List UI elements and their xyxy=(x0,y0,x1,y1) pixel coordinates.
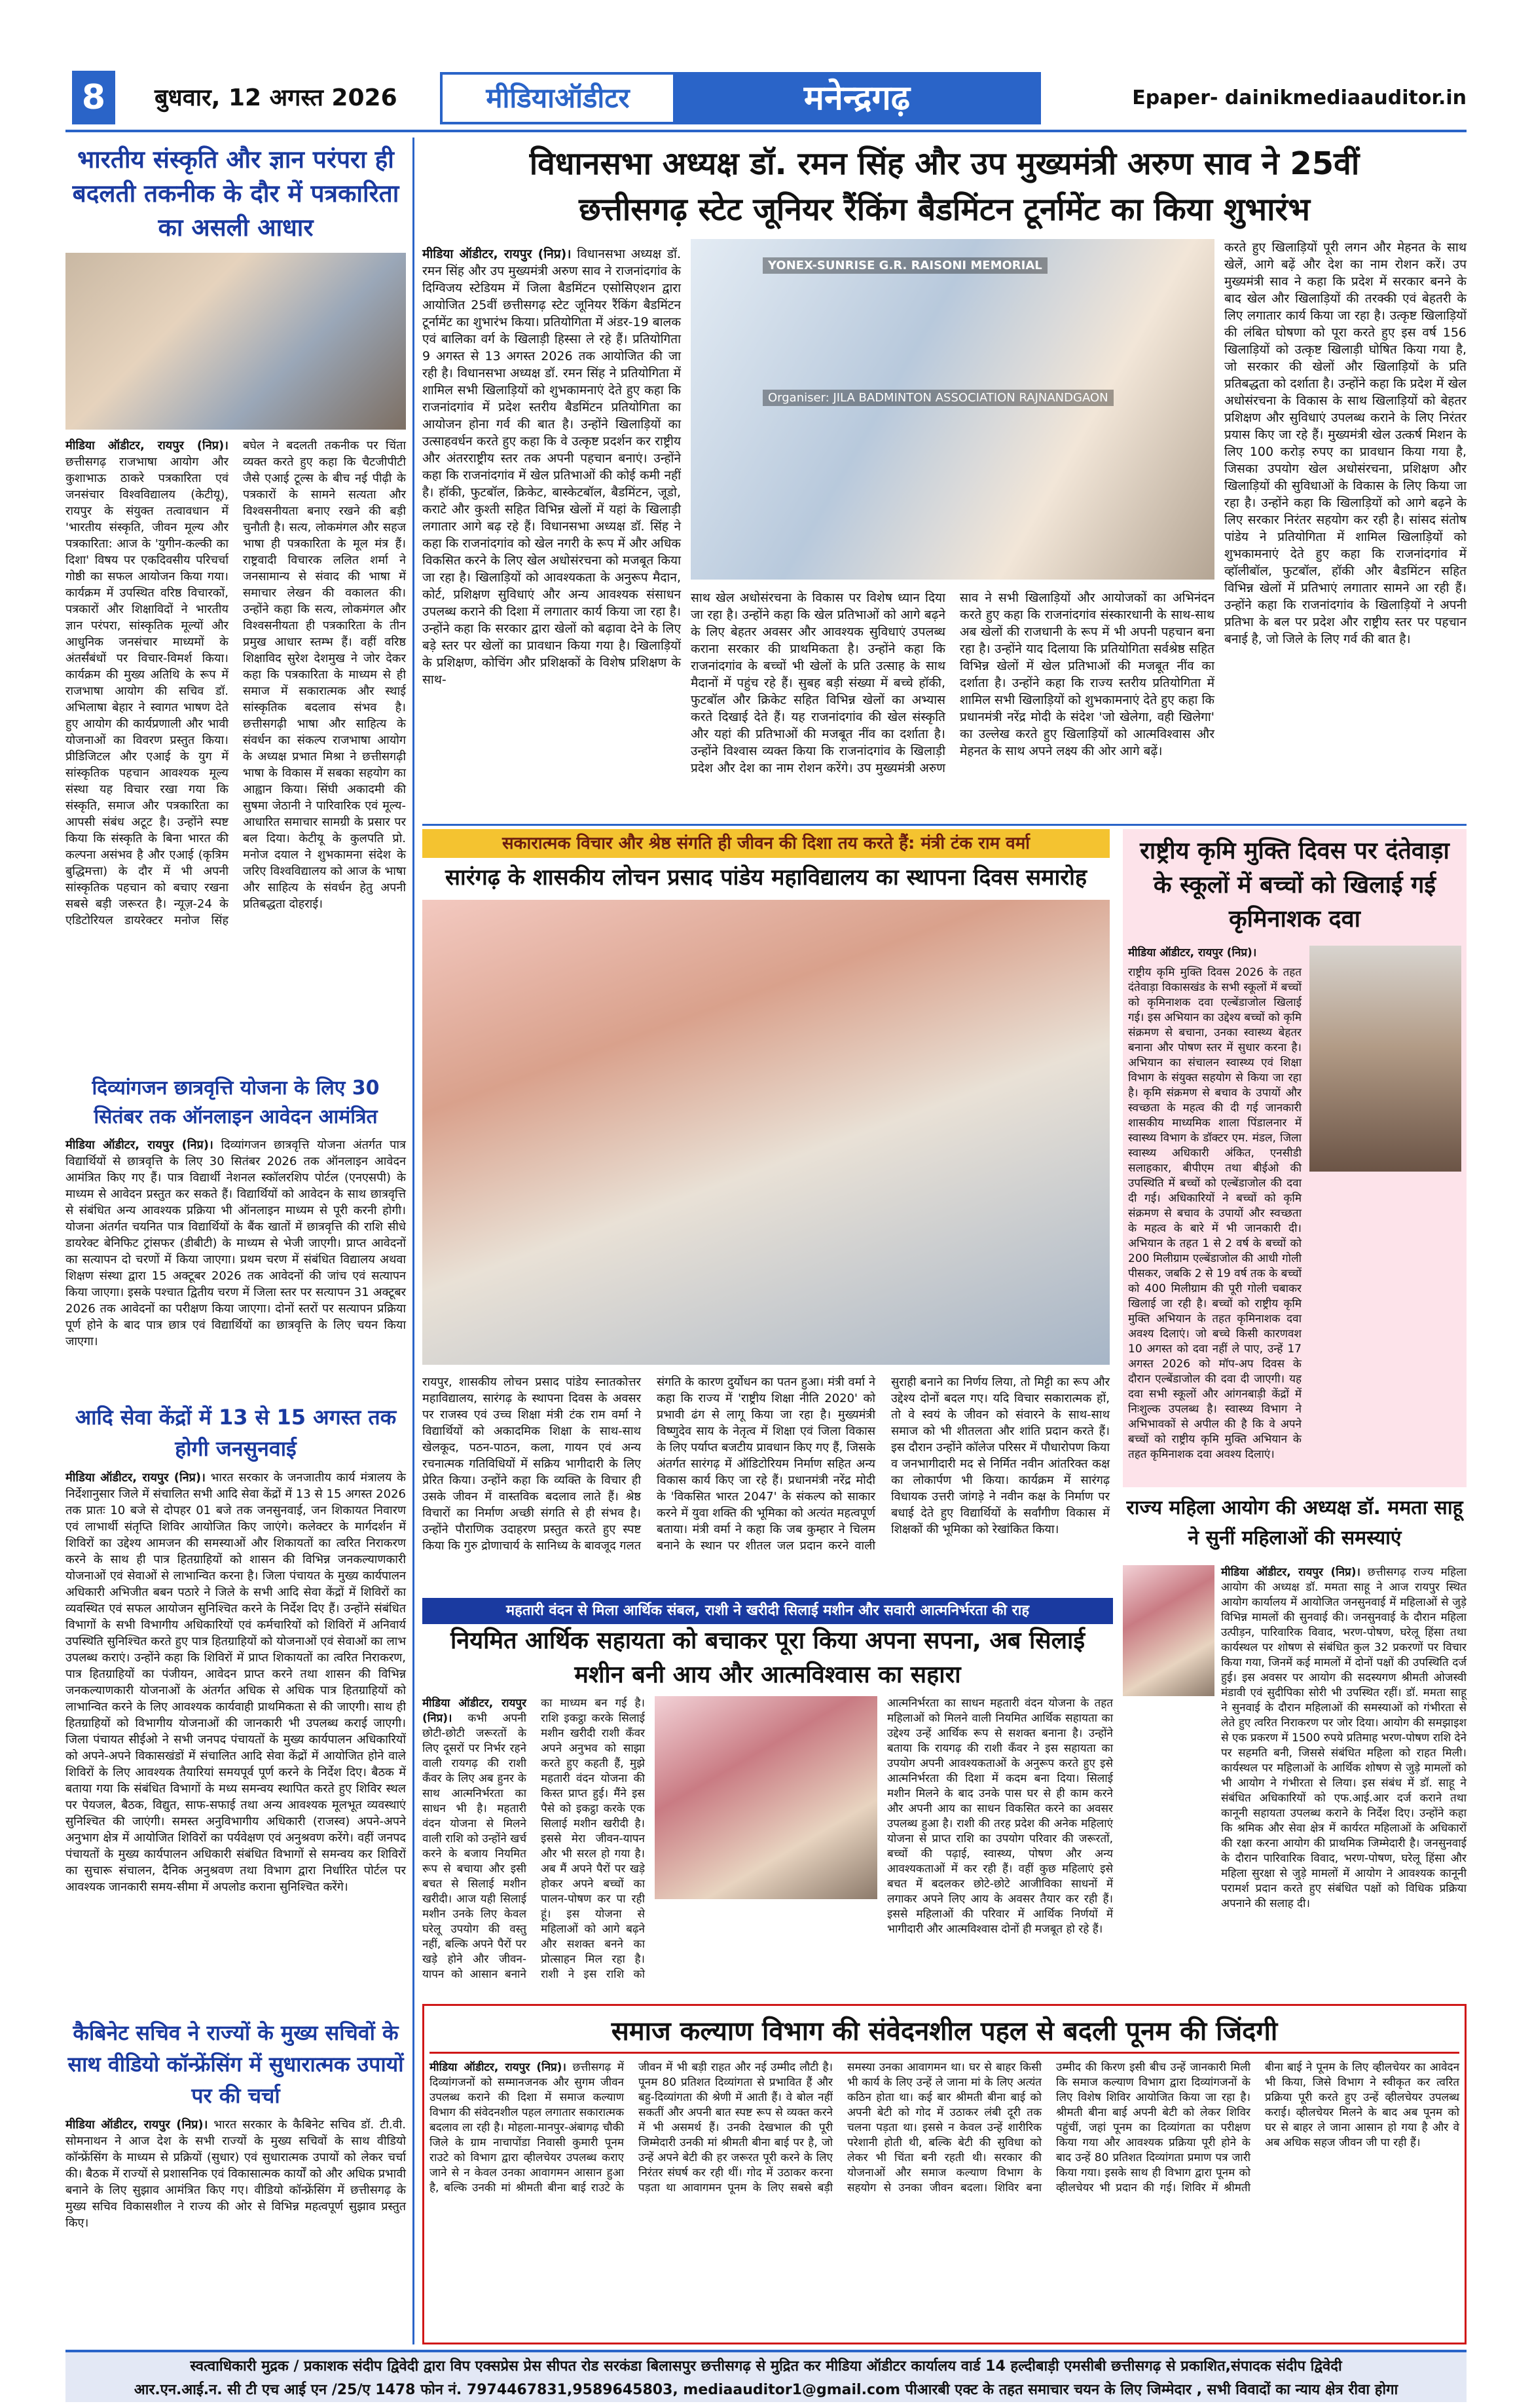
article-body: मीडिया ऑडीटर, रायपुर (निप्र)। छत्तीसगढ़ राज्य महिला आयोग की अध्यक्ष डॉ. ममता साहू ने आज रायपुर स्थित आयोग कार्यालय में आयोजित जनसुनवाई में महिलाओं से जुड़े विभिन्न मामलों की सुनवाई की। जनसुनवाई के दौरान महिला उत्पीड़न, पारिवारिक विवाद, भरण-पोषण, घरेलू हिंसा तथा कार्यस्थल पर शोषण से संबंधित कुल 32 प्रकरणों पर विचार किया गया, जिनमें कई मामलों में दोनों पक्षों की उपस्थिति दर्ज हुई। इस अवसर पर आयोग की सदस्यगण श्रीमती ओजस्वी मंडावी एवं सुदीपिका सोरी भी उपस्थित रहीं। डॉ. ममता साहू ने सुनवाई के दौरान महिलाओं की समस्याओं को गंभीरता से लेते हुए त्वरित निराकरण पर जोर दिया। आयोग की समझाइश से एक प्रकरण में 1500 रुपये प्रतिमाह भरण-पोषण राशि देने पर सहमति बनी, जिससे संबंधित महिला को राहत मिली। कार्यस्थल पर महिलाओं के आर्थिक शोषण से जुड़े मामलों को भी आयोग ने गंभीरता से लिया। इस संबंध में डॉ. साहू ने संबंधित अधिकारियों को एफ.आई.आर दर्ज कराने तथा कानूनी सहायता उपलब्ध कराने के निर्देश दिए। उन्होंने कहा कि श्रमिक और सेवा क्षेत्र में कार्यरत महिलाओं के अधिकारों की रक्षा करना आयोग की प्राथमिक जिम्मेदारी है। जनसुनवाई के दौरान पारिवारिक विवाद, भरण-पोषण, घरेलू हिंसा और महिला सुरक्षा से जुड़े मामलों में आयोग ने आवश्यक कानूनी परामर्श प्रदान करते हुए संबंधित पक्षों को विधिक प्रक्रिया अपनाने की सलाह दी। xyxy=(1221,1566,1467,1910)
article-badminton xyxy=(422,141,1467,822)
article-poonam xyxy=(422,2004,1467,2344)
article-headline: सारंगढ़ के शासकीय लोचन प्रसाद पांडेय महाविद्यालय का स्थापना दिवस समारोह xyxy=(445,864,1087,891)
article-body-intro: मीडिया ऑडीटर, रायपुर (निप्र)। xyxy=(1128,946,1257,959)
ribbon-cutting-photo xyxy=(422,900,1110,1365)
article-deworming xyxy=(1123,829,1467,1487)
article-college xyxy=(422,829,1110,1595)
article-headline: कैबिनेट सचिव ने राज्यों के मुख्य सचिवों के साथ वीडियो कॉन्फ्रेंसिंग में सुधारात्मक उपायों पर की चर्चा xyxy=(67,2020,404,2108)
article-body: रायपुर, शासकीय लोचन प्रसाद पांडेय स्नातकोत्तर महाविद्यालय, सारंगढ़ के स्थापना दिवस के अवसर पर राजस्व एवं उच्च शिक्षा मंत्री टंक राम वर्मा ने विद्यार्थियों को अकादमिक शिक्षा के साथ-साथ खेलकूद, पठन-पाठन, कला, गायन एवं अन्य रचनात्मक गतिविधियों में सक्रिय भागीदारी के लिए प्रेरित किया। उन्होंने कहा कि व्यक्ति के विचार ही उसके जीवन में वास्तविक बदलाव लाते हैं। श्रेष्ठ विचारों का निर्माण अच्छी संगति से ही संभव है। उन्होंने पौराणिक उदाहरण प्रस्तुत करते हुए स्पष्ट किया कि गुरु द्रोणाचार्य के सानिध्य के बावजूद गलत संगति के कारण दुर्योधन का पतन हुआ। मंत्री वर्मा ने कहा कि राज्य में 'राष्ट्रीय शिक्षा नीति 2020' को प्रभावी ढंग से लागू किया जा रहा है। मुख्यमंत्री विष्णुदेव साय के नेतृत्व में शिक्षा एवं जिला विकास के लिए पर्याप्त बजटीय प्रावधान किए गए हैं, जिसके अंतर्गत सारंगढ़ में ऑडिटोरियम निर्माण सहित अन्य विकास कार्य किए जा रहे हैं। प्रधानमंत्री नरेंद्र मोदी के 'विकसित भारत 2047' के संकल्प को साकार करने में युवा शक्ति की भूमिका को अत्यंत महत्वपूर्ण बताया। मंत्री वर्मा ने कहा कि जब कुम्हार ने चिलम बनाने के स्थान पर शीतल जल प्रदान करने वाली सुराही बनाने का निर्णय लिया, तो मिट्टी का रूप और उद्देश्य दोनों बदल गए। यदि विचार सकारात्मक हों, तो वे स्वयं के जीवन को संवारने के साथ-साथ समाज को भी शीतलता और शांति प्रदान करते हैं। इस दौरान उन्होंने कॉलेज परिसर में पौधारोपण किया व जनभागीदारी मद से निर्मित नवीन आंतरिक्त कक्ष का लोकार्पण भी किया। कार्यक्रम में सारंगढ़ विधायक उत्तरी जांगड़े ने नवीन कक्ष के निर्माण पर बधाई देते हुए विद्यार्थियों के सर्वांगीण विकास में शिक्षकों की भूमिका को रेखांकित किया। xyxy=(422,1375,1110,1553)
article-body: मीडिया ऑडीटर, रायपुर (निप्र)। भारत सरकार के कैबिनेट सचिव डॉ. टी.वी. सोमनाथन ने आज देश के सभी राज्यों के मुख्य सचिवों के साथ वीडियो कॉन्फ्रेंसिंग के माध्यम से प्रक्रियों (सुधार) एवं सुधारात्मक उपायों को लेकर चर्चा की। बैठक में राज्यों से प्रशासनिक एवं विकासात्मक कार्यों को और अधिक प्रभावी बनाने के लिए सुझाव आमंत्रित किए गए। वीडियो कॉन्फ्रेंसिंग में छत्तीसगढ़ के मुख्य सचिव विकासशील ने राज्य की ओर से विभिन्न महत्वपूर्ण सुझाव प्रस्तुत किए। xyxy=(65,2118,406,2230)
article-headline: आदि सेवा केंद्रों में 13 से 15 अगस्त तक होगी जनसुनवाई xyxy=(75,1405,397,1461)
article-sewing-machine xyxy=(422,1598,1113,1997)
article-headline: नियमित आर्थिक सहायता को बचाकर पूरा किया अपना सपना, अब सिलाई मशीन बनी आय और आत्मविश्वास का सहारा xyxy=(450,1627,1085,1688)
article-headline: राष्ट्रीय कृमि मुक्ति दिवस पर दंतेवाड़ा के स्कूलों में बच्चों को खिलाई गई कृमिनाशक दवा xyxy=(1140,838,1450,933)
photo-banner: YONEX-SUNRISE G.R. RAISONI MEMORIAL xyxy=(763,257,1048,274)
header-rule xyxy=(65,130,1467,132)
page-number: 8 xyxy=(72,71,115,124)
epaper-link[interactable]: Epaper- dainikmediaauditor.in xyxy=(1132,86,1467,109)
article-body-mid: साथ खेल अधोसंरचना के विकास पर विशेष ध्यान दिया जा रहा है। उन्होंने कहा कि खेल प्रतिभाओं को आगे बढ़ने के लिए बेहतर अवसर और आवश्यक सुविधाएं उपलब्ध कराना सरकार की प्राथमिकता है। उन्होंने कहा कि राजनांदगांव के बच्चों भी खेलों के प्रति उत्साह के साथ मैदानों में पहुंच रहे हैं। सुबह बड़ी संख्या में बच्चे हॉकी, फुटबॉल और क्रिकेट सहित विभिन्न खेलों का अभ्यास करते दिखाई देते हैं। यह राजनांदगांव की खेल संस्कृति और यहां की प्रतिभाओं की मजबूत नींव का दर्शाता है। उन्होंने विश्वास व्यक्त किया कि राजनांदगांव के खिलाड़ी प्रदेश और देश का नाम रोशन करेंगे। उप मुख्यमंत्री अरुण साव ने सभी खिलाड़ियों और आयोजकों का अभिनंदन करते हुए कहा कि राजनांदगांव संस्कारधानी के साथ-साथ अब खेलों की राजधानी के रूप में भी अपनी पहचान बना रहा है। उन्होंने याद दिलाया कि प्रतियोगिता सर्वश्रेष्ठ सहित विभिन्न खेलों में खेल प्रतिभाओं की मजबूत नींव का दर्शाता है। उन्होंने कहा कि राज्य स्तरीय प्रतियोगिता में शामिल सभी खिलाड़ियों को शुभकामनाएं देते हुए कहा कि प्रधानमंत्री नरेंद्र मोदी के संदेश 'जो खेलेगा, वही खिलेगा' का उल्लेख करते हुए खिलाड़ियों को आत्मविश्वास और मेहनत के साथ अपने लक्ष्य की ओर आगे बढ़ें। xyxy=(691,591,1215,775)
article-headline: भारतीय संस्कृति और ज्ञान परंपरा ही बदलती तकनीक के दौर में पत्रकारिता का असली आधार xyxy=(72,145,399,242)
article-hearing xyxy=(65,1401,406,2010)
article-headline: राज्य महिला आयोग की अध्यक्ष डॉ. ममता साहू ने सुनीं महिलाओं की समस्याएं xyxy=(1126,1496,1463,1549)
section-rule xyxy=(422,824,1467,826)
issue-date: बुधवार, 12 अगस्त 2026 xyxy=(155,84,397,111)
article-body: मीडिया ऑडीटर, रायपुर (निप्र)। दिव्यांगजन छात्रवृत्ति योजना अंतर्गत पात्र विद्यार्थियों से छात्रवृत्ति के लिए 30 सितंबर 2026 तक ऑनलाइन आवेदन आमंत्रित किए गए हैं। पात्र विद्यार्थी नेशनल स्कॉलरशिप पोर्टल (एनएसपी) के माध्यम से आवेदन प्रस्तुत कर सकते हैं। विद्यार्थियों को आवेदन के साथ छात्रवृत्ति से संबंधित अन्य आवश्यक प्रक्रिया भी ऑनलाइन माध्यम से पूरी करनी होगी। योजना अंतर्गत चयनित पात्र विद्यार्थियों के बैंक खातों में छात्रवृत्ति की राशि सीधे डायरेक्ट बेनिफिट ट्रांसफर (डीबीटी) के माध्यम से भेजी जाएगी। प्राप्त आवेदनों का सत्यापन दो चरणों में किया जाएगा। प्रथम चरण में संबंधित विद्यालय अथवा शिक्षण संस्था द्वारा 15 अक्टूबर 2026 तक आवेदनों की जांच एवं सत्यापन किया जाएगा। इसके पश्चात द्वितीय चरण में जिला स्तर पर सत्यापन 31 अक्टूबर 2026 तक आवेदनों का परीक्षण किया जाएगा। दोनों स्तरों पर सत्यापन प्रक्रिया पूर्ण होने के बाद पात्र छात्र एवं विद्यार्थियों का छात्रवृत्ति के लिए चयन किया जाएगा। xyxy=(65,1138,406,1348)
beneficiary-photo xyxy=(655,1696,877,1899)
article-cabinet xyxy=(65,2017,406,2338)
article-headline-line2: छत्तीसगढ़ स्टेट जूनियर रैंकिंग बैडमिंटन टूर्नामेंट का किया शुभारंभ xyxy=(579,191,1310,228)
article-headline: विधानसभा अध्यक्ष डॉ. रमन सिंह और उप मुख्यमंत्री अरुण साव ने 25वीं xyxy=(529,145,1360,182)
article-body: मीडिया ऑडीटर, रायपुर (निप्र)। भारत सरकार के जनजातीय कार्य मंत्रालय के निर्देशानुसार जिले में संचालित सभी आदि सेवा केंद्रों में 13 से 15 अगस्त 2026 तक प्रातः 10 बजे से दोपहर 01 बजे तक जनसुनवाई, जन शिकायत निवारण एवं लाभार्थी संतृप्ति शिविर आयोजित किए जाएंगे। कलेक्टर के मार्गदर्शन में शिविरों का उद्देश्य आमजन की समस्याओं और शिकायतों का त्वरित निराकरण करने के साथ ही पात्र हितग्राहियों को शासन की विभिन्न जनकल्याणकारी योजनाओं एवं सेवाओं से लाभान्वित करना है। जिला पंचायत के मुख्य कार्यपालन अधिकारी अभिजीत बबन पठारे ने जिले के सभी आदि सेवा केंद्रों में शिविरों का व्यवस्थित एवं सफल आयोजन सुनिश्चित करने के निर्देश दिए हैं। उन्होंने संबंधित विभागों के सभी विभागीय अधिकारियों एवं कर्मचारियों को शिविरों में अनिवार्य उपस्थिति सुनिश्चित करते हुए पात्र हितग्राहियों को योजनाओं एवं सेवाओं का लाभ उपलब्ध कराएं। उन्होंने कहा कि शिविरों में प्राप्त शिकायतों का त्वरित निराकरण, पात्र हितग्राहियों का पंजीयन, आवेदन प्राप्त करने तथा शासन की विभिन्न जनकल्याणकारी योजनाओं के अंतर्गत अधिक से अधिक पात्र हितग्राहियों को लाभान्वित करने के लिए आवश्यक कार्यवाही प्राथमिकता से की जाएगी। साथ ही हितग्राहियों को विभागीय योजनाओं की जानकारी भी उपलब्ध कराई जाएगी। जिला पंचायत सीईओ ने सभी जनपद पंचायतों के मुख्य कार्यपालन अधिकारियों को अपने-अपने विकासखंडों में संचालित आदि सेवा केंद्रों में आयोजित होने वाले शिविरों के लिए आवश्यक तैयारियां समयपूर्व पूर्ण करने के निर्देश दिए। बैठक में बताया गया कि संबंधित विभागों के मध्य समन्वय स्थापित करते हुए शिविर स्थल पर पेयजल, बैठक, विद्युत, साफ-सफाई तथा अन्य आवश्यक मूलभूत व्यवस्थाएं सुनिश्चित की जाएंगी। समस्त अनुविभागीय अधिकारी (राजस्व) अपने-अपने अनुभाग क्षेत्र में आयोजित शिविरों का पर्यवेक्षण एवं अनुश्रवण करेंगे। वहीं जनपद पंचायतों के मुख्य कार्यपालन अधिकारी संबंधित विभागों से समन्वय कर शिविरों का सुचारू संचालन, दैनिक अनुश्रवण तथा विभाग द्वारा निर्धारित पोर्टल पर आवश्यक जानकारी समय-सीमा में अपलोड कराना सुनिश्चित करेंगे। xyxy=(65,1471,406,1894)
imprint-line-2: आर.एन.आई.न. सी टी एच आई एन /25/ए 1478 फोन नं. 7974467831,9589645803, mediaauditor1@gmail.com पीआरबी एक्ट के तहत समाचार चयन के लिए जिम्मेदार , सभी विवादों का न्याय क्षेत्र रीवा होगा xyxy=(134,2382,1398,2398)
article-scholarship xyxy=(65,1074,406,1395)
article-strap: महतारी वंदन से मिला आर्थिक संबल, राशी ने खरीदी सिलाई मशीन और सवारी आत्मनिर्भरता की राह xyxy=(422,1598,1113,1624)
students-photo xyxy=(1309,946,1461,1172)
article-body-right: आत्मनिर्भरता का साधन महतारी वंदन योजना के तहत महिलाओं को मिलने वाली नियमित आर्थिक सहायता का उद्देश्य उन्हें आर्थिक रूप से सशक्त बनाना है। उन्होंने बताया कि रायगढ़ की राशी कँवर ने इस सहायता का उपयोग अपनी आवश्यकताओं के अनुरूप करते हुए इसे आत्मनिर्भरता की दिशा में कदम बना दिया। सिलाई मशीन मिलने के बाद उनके पास घर से ही काम करने और अपनी आय का साधन विकसित करने का अवसर उपलब्ध हुआ है। राशी की तरह प्रदेश की अनेक महिलाएं योजना से प्राप्त राशि का उपयोग परिवार की जरूरतों, बच्चों की पढ़ाई, स्वास्थ्य, पोषण और अन्य आवश्यकताओं में कर रही हैं। वहीं कुछ महिलाएं इसे बचत में बदलकर छोटे-छोटे आजीविका साधनों में लगाकर अपने लिए आय के अवसर तैयार कर रही हैं। इससे महिलाओं की परिवार में आर्थिक निर्णयों में भागीदारी और आत्मविश्वास दोनों ही मजबूत हो रहे हैं। xyxy=(887,1697,1113,1936)
article-body: मीडिया ऑडीटर, रायपुर (निप्र)। छत्तीसगढ़ में दिव्यांगजनों को सम्मानजनक और सुगम जीवन उपलब्ध कराने की दिशा में समाज कल्याण विभाग की संवेदनशील पहल लगातार सकारात्मक बदलाव ला रही है। मोहला-मानपुर-अंबागढ़ चौकी जिले के ग्राम नाचापोंडा निवासी कुमारी पूनम राउटे को विभाग द्वारा व्हीलचेयर उपलब्ध कराए जाने से न केवल उनका आवागमन आसान हुआ है, बल्कि उनकी मां श्रीमती बीना बाई राउटे के जीवन में भी बड़ी राहत और नई उम्मीद लौटी है। पूनम 80 प्रतिशत दिव्यांगता से प्रभावित हैं और बहु-दिव्यांगता की श्रेणी में आती हैं। वे बोल नहीं सकतीं और अपनी बात स्पष्ट रूप से व्यक्त करने में भी असमर्थ हैं। उनकी देखभाल की पूरी जिम्मेदारी उनकी मां श्रीमती बीना बाई पर है, जो उन्हें अपने बेटी की हर जरूरत पूरी करने के लिए निरंतर संघर्ष कर रही थीं। गोद में उठाकर करना पड़ता था आवागमन पूनम के लिए सबसे बड़ी समस्या उनका आवागमन था। घर से बाहर किसी भी कार्य के लिए उन्हें ले जाना मां के लिए अत्यंत कठिन होता था। कई बार श्रीमती बीना बाई को अपनी बेटी को गोद में उठाकर लंबी दूरी तक चलना पड़ता था। इससे न केवल उन्हें शारीरिक परेशानी होती थी, बल्कि बेटी की सुविधा को लेकर भी चिंता बनी रहती थी। सरकार की योजनाओं और समाज कल्याण विभाग के सहयोग से उनका जीवन बदला। शिविर बना उम्मीद की किरण इसी बीच उन्हें जानकारी मिली कि समाज कल्याण विभाग द्वारा दिव्यांगजनों के लिए विशेष शिविर आयोजित किया जा रहा है। श्रीमती बीना बाई अपनी बेटी को लेकर शिविर पहुंचीं, जहां पूनम का दिव्यांगता का परीक्षण किया गया और आवश्यक प्रक्रिया पूरी होने के बाद उन्हें 80 प्रतिशत दिव्यांगता प्रमाण पत्र जारी किया गया। इसके साथ ही विभाग द्वारा पूनम को व्हीलचेयर भी प्रदान की गई। शिविर में श्रीमती बीना बाई ने पूनम के लिए व्हीलचेयर का आवेदन भी किया, जिसे विभाग ने स्वीकृत कर त्वरित प्रक्रिया पूरी करते हुए उन्हें व्हीलचेयर उपलब्ध कराई। व्हीलचेयर मिलने के बाद अब पूनम को घर से बाहर ले जाना आसान हो गया है और वे अब अधिक सहज जीवन जी पा रही हैं। xyxy=(429,2061,1459,2195)
imprint-footer xyxy=(65,2350,1467,2402)
tournament-photo xyxy=(691,239,1214,580)
chairperson-photo xyxy=(1123,1565,1214,1696)
article-body: राष्ट्रीय कृमि मुक्ति दिवस 2026 के तहत दंतेवाड़ा विकासखंड के सभी स्कूलों में बच्चों को कृमिनाशक दवा एल्बेंडाजोल खिलाई गई। इस अभियान का उद्देश्य बच्चों को कृमि संक्रमण से बचाना, उनका स्वास्थ्य बेहतर बनाना और पोषण स्तर में सुधार करना है। अभियान का संचालन स्वास्थ्य एवं शिक्षा विभाग के संयुक्त सहयोग से किया जा रहा है। कृमि संक्रमण से बचाव के उपायों और स्वच्छता के महत्व की दी गई जानकारी शासकीय माध्यमिक शाला पिंडालनार में स्वास्थ्य विभाग के डॉक्टर एम. मंडल, जिला स्वास्थ्य अधिकारी अंकित, एनसीडी सलाहकार, बीपीएम तथा बीईओ की उपस्थिति में बच्चों को एल्बेंडाजोल की दवा दी गई। अधिकारियों ने बच्चों को कृमि संक्रमण से बचाव के उपायों और स्वच्छता के महत्व के बारे में भी जानकारी दी। अभियान के तहत 1 से 2 वर्ष के बच्चों को 200 मिलीग्राम एल्बेंडाजोल की आधी गोली पीसकर, जबकि 2 से 19 वर्ष तक के बच्चों को 400 मिलीग्राम की पूरी गोली चबाकर खिलाई जा रही है। बच्चों को राष्ट्रीय कृमि मुक्ति अभियान के तहत कृमिनाशक दवा अवश्य दिलाएं। जो बच्चे किसी कारणवश 10 अगस्त को दवा नहीं ले पाए, उन्हें 17 अगस्त 2026 को मॉप-अप दिवस के दौरान एल्बेंडाजोल की दवा दी जाएगी। यह दवा सभी स्कूलों और आंगनबाड़ी केंद्रों में निःशुल्क उपलब्ध है। स्वास्थ्य विभाग ने अभिभावकों से अपील की है कि वे अपने बच्चों को राष्ट्रीय कृमि मुक्ति अभियान के तहत कृमिनाशक दवा अवश्य दिलाएं। xyxy=(1128,966,1302,1461)
article-women-commission xyxy=(1123,1493,1467,1991)
newspaper-brand: मीडियाऑडीटर xyxy=(440,72,673,124)
article-journalism xyxy=(65,143,406,1071)
article-body-right: करते हुए खिलाड़ियों पूरी लगन और मेहनत के साथ खेलें, आगे बढ़ें और देश का नाम रोशन करें। उप मुख्यमंत्री साव ने कहा कि प्रदेश में सरकार बनने के बाद खेल और खिलाड़ियों की तरक्की एवं बेहतरी के लिए लगातार कार्य किया जा रहा है। उत्कृष्ट खिलाड़ियों की लंबित घोषणा को पूरा करते हुए इस वर्ष 156 खिलाड़ियों को उत्कृष्ट खिलाड़ी घोषित किया गया है, जो सरकार की खेलों और खिलाड़ियों के प्रति प्रतिबद्धता को दर्शाता है। उन्होंने कहा कि प्रदेश में खेल अधोसंरचना के विकास के साथ खिलाड़ियों को बेहतर प्रशिक्षण और सुविधाएं उपलब्ध कराने के लिए निरंतर प्रयास किए जा रहे हैं। मुख्यमंत्री खेल उत्कर्ष मिशन के लिए 100 करोड़ रुपए का प्रावधान किया गया है, जिसका उपयोग खेल अधोसंरचना, प्रशिक्षण और खिलाड़ियों की सुविधाओं के विकास के लिए किया जा रहा है। उन्होंने कहा कि खिलाड़ियों को आगे बढ़ने के लिए सरकार निरंतर सहयोग कर रही है। सांसद संतोष पांडेय ने प्रतियोगिता में शामिल खिलाड़ियों को शुभकामनाएं देते हुए कहा कि राजनांदगांव में व्हॉलीबॉल, फुटबॉल, हॉकी और बैडमिंटन सहित विभिन्न खेलों में प्रतिभाएं लगातार सामने आ रही हैं। उन्होंने कहा कि राजनांदगांव के खिलाड़ियों ने अपनी प्रतिभा के बल पर प्रदेश और राष्ट्रीय स्तर पर पहचान बनाई है, जो जिले के लिए गर्व की बात है। xyxy=(1224,240,1467,646)
article-strap: सकारात्मक विचार और श्रेष्ठ संगति ही जीवन की दिशा तय करते हैं: मंत्री टंक राम वर्मा xyxy=(422,829,1110,858)
edition-location: मनेन्द्रगढ़ xyxy=(673,72,1041,124)
article-body-left: मीडिया ऑडीटर, रायपुर (निप्र)। विधानसभा अध्यक्ष डॉ. रमन सिंह और उप मुख्यमंत्री अरुण साव ने राजनांदगांव के दिग्विजय स्टेडियम में जिला बैडमिंटन एसोसिएशन द्वारा आयोजित 25वीं छत्तीसगढ़ स्टेट जूनियर रैंकिंग बैडमिंटन टूर्नामेंट का शुभारंभ किया। प्रतियोगिता में अंडर-19 बालक एवं बालिका वर्ग के खिलाड़ी हिस्सा ले रहे हैं। प्रतियोगिता 9 अगस्त से 13 अगस्त 2026 तक आयोजित की जा रही है। विधानसभा अध्यक्ष डॉ. रमन सिंह ने प्रतियोगिता में शामिल सभी खिलाड़ियों को शुभकामनाएं देते हुए कहा कि राजनांदगांव में प्रदेश स्तरीय बैडमिंटन प्रतियोगिता का आयोजन होना गर्व की बात है। उन्होंने खिलाड़ियों का उत्साहवर्धन करते हुए कहा कि वे उत्कृष्ट प्रदर्शन कर राष्ट्रीय और अंतरराष्ट्रीय स्तर तक अपनी पहचान बनाएं। उन्होंने कहा कि राजनांदगांव में खेल प्रतिभाओं की कोई कमी नहीं है। हॉकी, फुटबॉल, क्रिकेट, बास्केटबॉल, बैडमिंटन, जूडो, कराटे और कुश्ती सहित विभिन्न खेलों में यहां के खिलाड़ी लगातार आगे बढ़ रहे हैं। विधानसभा अध्यक्ष डॉ. सिंह ने कहा कि राजनांदगांव को खेल नगरी के रूप में और अधिक विकसित करने के लिए खेल अधोसंरचना को मजबूत किया जा रहा है। खिलाड़ियों को आवश्यकता के अनुरूप मैदान, कोर्ट, प्रशिक्षण सुविधाएं और अन्य आवश्यक संसाधन उपलब्ध कराने की दिशा में लगातार कार्य किया जा रहा है। उन्होंने कहा कि सरकार द्वारा खेलों को बढ़ावा देने के लिए बड़े स्तर पर खेलों का प्रावधान किया गया है। खिलाड़ियों के प्रशिक्षण, कोचिंग और प्रशिक्षकों के विशेष प्रशिक्षण के साथ- xyxy=(422,247,681,687)
article-headline: दिव्यांगजन छात्रवृत्ति योजना के लिए 30 सितंबर तक ऑनलाइन आवेदन आमंत्रित xyxy=(92,1077,380,1128)
imprint-line-1: स्वत्वाधिकारी मुद्रक / प्रकाशक संदीप द्विवेदी द्वारा विप एक्सप्रेस प्रेस सीपत रोड सरकंडा बिलासपुर छत्तीसगढ़ से मुद्रित कर मीडिया ऑडीटर कार्यालय वार्ड 14 हल्दीबाड़ी एमसीबी छत्तीसगढ़ से प्रकाशित,संपादक संदीप द्विवेदी xyxy=(190,2358,1342,2375)
article-photo xyxy=(65,253,406,430)
article-body: मीडिया ऑडीटर, रायपुर (निप्र)। छत्तीसगढ़ राजभाषा आयोग और कुशाभाऊ ठाकरे पत्रकारिता एवं जनसंचार विश्वविद्यालय (केटीयू), रायपुर के संयुक्त तत्वावधान में 'भारतीय संस्कृति, जीवन मूल्य और पत्रकारिता: आज के 'युगीन-कल्की का दिशा' विषय पर एकदिवसीय परिचर्चा गोष्ठी का सफल आयोजन किया गया। कार्यक्रम में उपस्थित वरिष्ठ विचारकों, पत्रकारों और शिक्षाविदों ने भारतीय ज्ञान परंपरा, सांस्कृतिक मूल्यों और आधुनिक जनसंचार माध्यमों के अंतर्संबंधों पर विचार-विमर्श किया। कार्यक्रम की मुख्य अतिथि के रूप में राजभाषा आयोग की सचिव डॉ. अभिलाषा बेहार ने स्वागत भाषण देते हुए आयोग की कार्यप्रणाली और भावी योजनाओं का विवरण प्रस्तुत किया। प्रीडिजिटल और एआई के युग में सांस्कृतिक पहचान आवश्यक मूल्य संस्था यह विचार रखा गया कि संस्कृति, समाज और पत्रकारिता का आपसी संबंध अटूट है। उन्होंने स्पष्ट किया कि संस्कृति के बिना भारत की कल्पना असंभव है और एआई (कृत्रिम बुद्धिमत्ता) के दौर में भी अपनी सांस्कृतिक पहचान को बचाए रखना सबसे बड़ी जरूरत है। न्यूज़-24 के एडिटोरियल डायरेक्टर मनोज सिंह बघेल ने बदलती तकनीक पर चिंता व्यक्त करते हुए कहा कि चैटजीपीटी जैसे एआई टूल्स के बीच नई पीढ़ी के पत्रकारों के सामने सत्यता और विश्वसनीयता बनाए रखने की बड़ी चुनौती है। सत्य, लोकमंगल और सहज भाषा ही पत्रकारिता के मूल मंत्र हैं। राष्ट्रवादी विचारक ललित शर्मा ने जनसामान्य से संवाद की भाषा में समाचार लेखन की वकालत की। उन्होंने कहा कि सत्य, लोकमंगल और विश्वसनीयता ही पत्रकारिता के तीन प्रमुख आधार स्तम्भ हैं। वहीं वरिष्ठ शिक्षाविद सुरेश देशमुख ने जोर देकर कहा कि पत्रकारिता के माध्यम से ही समाज में सकारात्मक और स्थाई सांस्कृतिक बदलाव संभव है। छत्तीसगढ़ी भाषा और साहित्य के संवर्धन का संकल्प राजभाषा आयोग के अध्यक्ष प्रभात मिश्रा ने छत्तीसगढ़ी भाषा के विकास में सबका सहयोग का आह्वान किया। सिंघी अकादमी की सुषमा जेठानी ने पारिवारिक एवं मूल्य-आधारित समाचार सामग्री के प्रसार पर बल दिया। केटीयू के कुलपति प्रो. मनोज दयाल ने शुभकामना संदेश के जरिए विश्वविद्यालय को आज के भाषा और साहित्य के संवर्धन हेतु अपनी प्रतिबद्धता दोहराई। xyxy=(65,439,406,927)
photo-banner-organiser: Organiser: JILA BADMINTON ASSOCIATION RAJNANDGAON xyxy=(763,390,1114,406)
column-divider xyxy=(412,138,414,2344)
article-headline: समाज कल्याण विभाग की संवेदनशील पहल से बदली पूनम की जिंदगी xyxy=(429,2011,1459,2054)
article-body-left: मीडिया ऑडीटर, रायपुर (निप्र)। कभी अपनी छोटी-छोटी जरूरतों के लिए दूसरों पर निर्भर रहने वाली रायगढ़ की राशी कँवर के लिए अब हुनर के साथ आत्मनिर्भरता का साधन भी है। महतारी वंदन योजना से मिलने वाली राशि को उन्होंने खर्च करने के बजाय नियमित रूप से बचाया और इसी बचत से सिलाई मशीन खरीदी। आज यही सिलाई मशीन उनके लिए केवल घरेलू उपयोग की वस्तु नहीं, बल्कि अपने पैरों पर खड़े होने और जीवन-यापन को आसान बनाने का माध्यम बन गई है। राशि इकट्ठा करके सिलाई मशीन खरीदी राशी कँवर अपने अनुभव को साझा करते हुए कहती हैं, मुझे महतारी वंदन योजना की किस्त प्राप्त हुई। मैंने इस पैसे को इकट्ठा करके एक सिलाई मशीन खरीदी है। इससे मेरा जीवन-यापन और भी सरल हो गया है। अब मैं अपने पैरों पर खड़े होकर अपने बच्चों का पालन-पोषण कर पा रही हूं। इस योजना से महिलाओं को आगे बढ़ने और सशक्त बनने का प्रोत्साहन मिल रहा है। राशी ने इस राशि को xyxy=(422,1697,645,1981)
